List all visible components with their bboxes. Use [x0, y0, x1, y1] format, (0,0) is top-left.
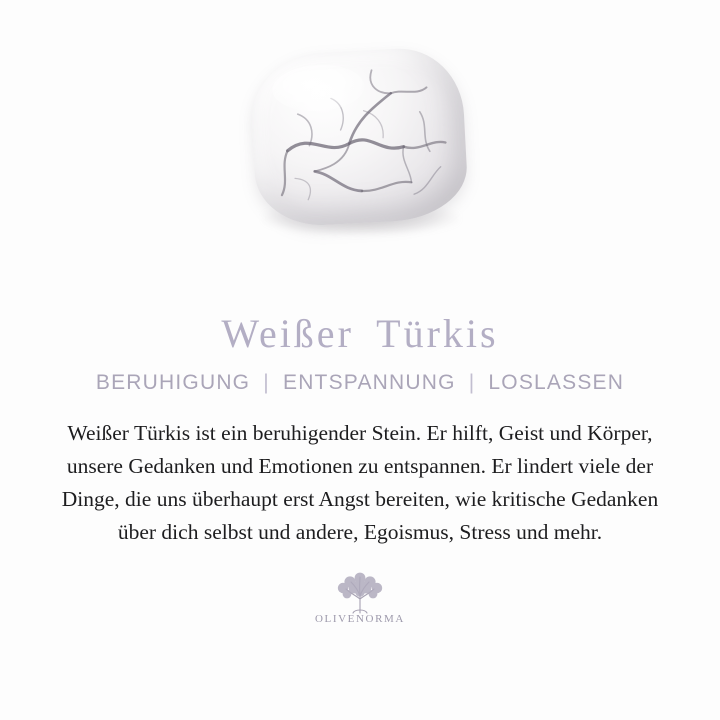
stone-image-area — [0, 0, 720, 292]
white-turquoise-stone-image — [249, 46, 470, 229]
keyword-separator-2: | — [468, 371, 476, 394]
brand-wordmark: OLIVENORMA — [315, 613, 405, 625]
page-title: Weißer Türkis — [221, 311, 499, 356]
stone-veining — [249, 46, 470, 229]
keyword-2: ENTSPANNUNG — [282, 371, 456, 394]
keyword-3: LOSLASSEN — [488, 371, 625, 394]
stone-wrapper — [245, 51, 475, 241]
brand-logo — [315, 569, 405, 625]
keyword-1: BERUHIGUNG — [95, 371, 251, 394]
keyword-separator-1: | — [263, 371, 270, 394]
keyword-line — [96, 371, 624, 395]
description-text: Weißer Türkis ist ein beruhigender Stein. Er hilft, Geist und Körper, unsere Gedanken und Emotionen zu entspannen. Er lindert viele der Dinge, die uns überhaupt erst Angst bereiten, wie kritische Gedanken über dich selbst und andere, Egoismus, Stress und mehr. — [61, 421, 659, 544]
tree-of-life-icon — [333, 569, 387, 617]
